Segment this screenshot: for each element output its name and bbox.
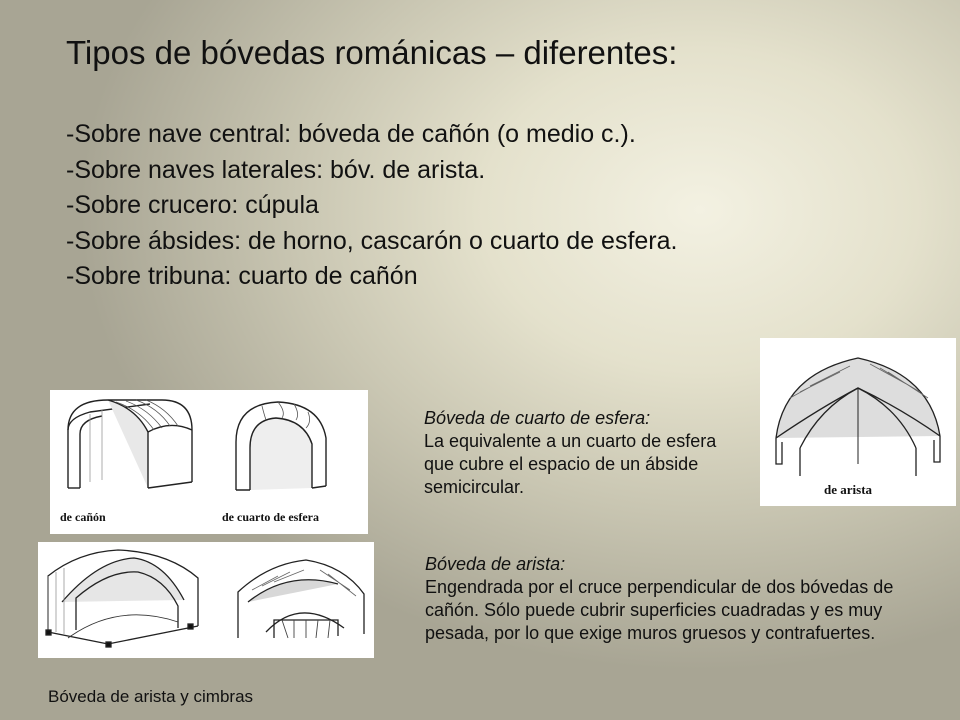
groin-vault-label: de arista: [824, 482, 873, 497]
groin-vault-caption-title: Bóveda de arista:: [425, 554, 566, 574]
bullet-item: -Sobre nave central: bóveda de cañón (o medio c.).: [66, 120, 636, 148]
bottom-image-caption: Bóveda de arista y cimbras: [48, 687, 254, 706]
quarter-sphere-caption: [424, 407, 750, 499]
bullet-item: -Sobre tribuna: cuarto de cañón: [66, 262, 418, 290]
barrel-vault-label: de cañón: [60, 510, 106, 524]
quarter-sphere-caption-title: Bóveda de cuarto de esfera:: [424, 408, 651, 428]
bullet-item: -Sobre naves laterales: bóv. de arista.: [66, 155, 486, 184]
bullet-item: -Sobre crucero: cúpula: [66, 191, 319, 219]
groin-vault-caption: [425, 553, 935, 645]
groin-vault-image: [760, 338, 956, 506]
slide-title: Tipos de bóvedas románicas – diferentes:: [66, 34, 678, 71]
groin-vault-caption-text: Engendrada por el cruce perpendicular de dos bóvedas de cañón. Sólo puede cubrir superficies cuadradas y es muy pesada, por lo que exige muros gruesos y contrafuertes.: [425, 577, 894, 643]
bullet-list: [66, 117, 866, 295]
barrel-and-quarter-sphere-image: [50, 390, 368, 534]
quarter-sphere-caption-text: La equivalente a un cuarto de esfera que cubre el espacio de un ábside semicircular.: [424, 431, 717, 497]
quarter-sphere-label: de cuarto de esfera: [222, 510, 319, 524]
groin-vault-centering-image: [38, 542, 374, 658]
bullet-item: -Sobre ábsides: de horno, cascarón o cuarto de esfera.: [66, 226, 678, 255]
